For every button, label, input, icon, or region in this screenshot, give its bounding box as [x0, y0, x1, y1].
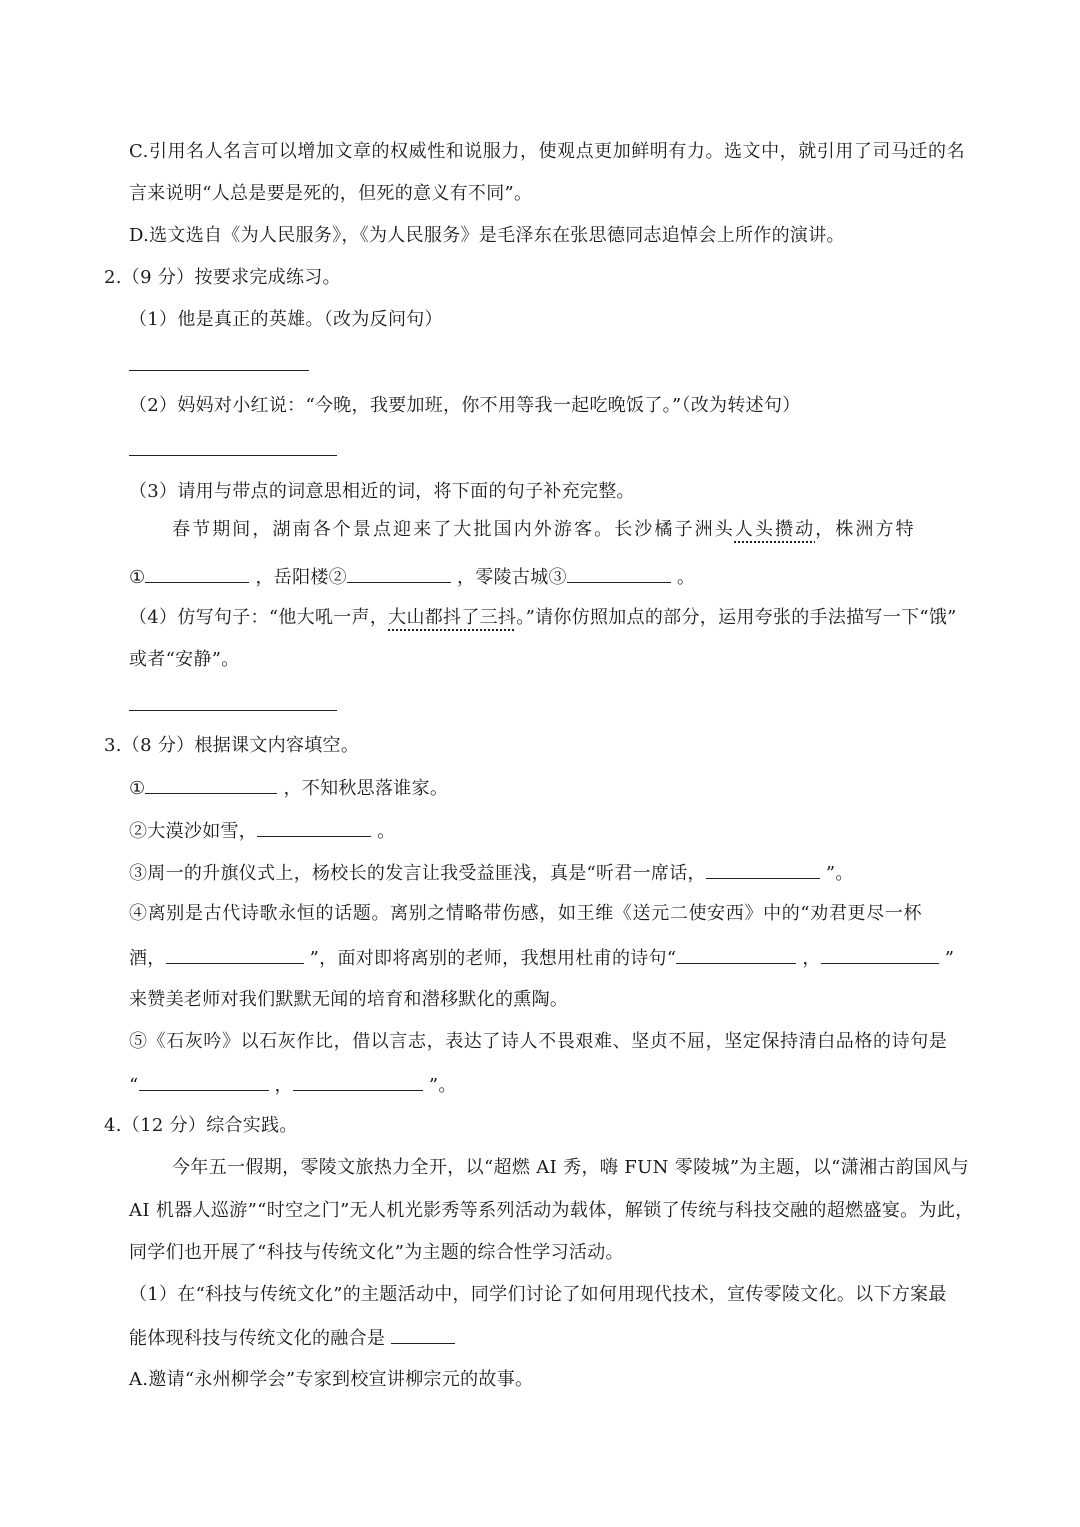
- item-text: 酒，: [129, 948, 166, 969]
- item-text: ，: [802, 948, 821, 969]
- question-2-part-4-line-1: [129, 606, 957, 630]
- question-3-item-5-line-1: ⑤《石灰吟》以石灰作比，借以言志，表达了诗人不畏艰难、坚贞不屈，坚定保持清白品格的诗句是: [129, 1031, 948, 1052]
- sentence-text: 。”请你仿照加点的部分，运用夸张的手法描写一下“饿”: [516, 607, 957, 628]
- question-3-item-3: [129, 860, 854, 886]
- question-3-item-1: [129, 775, 448, 801]
- option-c-line-2: 言来说明“人总是要是死的，但死的意义有不同”。: [129, 183, 533, 204]
- sentence-text: 春节期间，湖南各个景点迎来了大批国内外游客。长沙橘子洲头: [172, 519, 735, 540]
- answer-line-2-4[interactable]: [129, 710, 337, 711]
- option-c-line-1: C.引用名人名言可以增加文章的权威性和说服力，使观点更加鲜明有力。选文中，就引用了司马迁的名: [129, 141, 966, 162]
- question-4-paragraph-line-1: 今年五一假期，零陵文旅热力全开，以“超燃 AI 秀，嗨 FUN 零陵城”为主题，以“潇湘古韵国风与: [172, 1157, 970, 1178]
- blank-3-4a[interactable]: [166, 945, 304, 964]
- blank-3-4b[interactable]: [676, 945, 796, 964]
- question-4-option-a: A.邀请“永州柳学会”专家到校宣讲柳宗元的故事。: [129, 1369, 534, 1390]
- blank-3[interactable]: [567, 564, 671, 583]
- dotted-phrase: 人头攒动: [734, 519, 816, 540]
- item-text: 。: [377, 821, 396, 842]
- item-text: “: [129, 1075, 139, 1096]
- item-text: ，: [274, 1075, 293, 1096]
- blank-label: 。: [676, 567, 696, 588]
- question-3-item-4-line-3: 来赞美老师对我们默默无闻的培育和潜移默化的熏陶。: [129, 989, 569, 1010]
- question-2-part-4-line-2: 或者“安静”。: [129, 649, 240, 670]
- blank-3-2[interactable]: [257, 818, 371, 837]
- question-4-heading: 4.（12 分）综合实践。: [104, 1115, 298, 1136]
- question-2-part-1: （1）他是真正的英雄。（改为反问句）: [129, 309, 443, 330]
- item-label: ①: [129, 778, 146, 799]
- question-4-part-1-line-1: （1）在“科技与传统文化”的主题活动中，同学们讨论了如何用现代技术，宣传零陵文化。以下方案最: [129, 1284, 947, 1305]
- blank-4-1[interactable]: [391, 1325, 455, 1344]
- item-text: ②大漠沙如雪，: [129, 821, 258, 842]
- question-2-part-3-blanks: [129, 564, 695, 590]
- dotted-phrase: 大山都抖了三抖: [388, 607, 517, 628]
- blank-3-3[interactable]: [706, 860, 820, 879]
- blank-3-1[interactable]: [145, 775, 277, 794]
- item-text: ”: [944, 948, 955, 969]
- item-text: ③周一的升旗仪式上，杨校长的发言让我受益匪浅，真是“听君一席话，: [129, 863, 706, 884]
- question-2-part-3: （3）请用与带点的词意思相近的词，将下面的句子补充完整。: [129, 481, 635, 502]
- item-text: ，不知秋思落谁家。: [283, 778, 449, 799]
- blank-3-4c[interactable]: [821, 945, 939, 964]
- blank-3-5b[interactable]: [293, 1072, 423, 1091]
- blank-3-5a[interactable]: [139, 1072, 269, 1091]
- question-2-part-3-sentence: [172, 518, 916, 542]
- blank-label: ①: [129, 567, 146, 588]
- item-text: ”。: [825, 863, 854, 884]
- question-3-heading: 3.（8 分）根据课文内容填空。: [104, 735, 360, 756]
- question-3-item-4-line-2: [129, 945, 954, 971]
- item-text: ”，面对即将离别的老师，我想用杜甫的诗句“: [309, 948, 677, 969]
- blank-label: ，零陵古城③: [457, 567, 567, 588]
- question-4-paragraph-line-3: 同学们也开展了“科技与传统文化”为主题的综合性学习活动。: [129, 1242, 624, 1263]
- item-text: ”。: [428, 1075, 457, 1096]
- question-2-heading: 2.（9 分）按要求完成练习。: [104, 267, 341, 288]
- blank-1[interactable]: [145, 564, 249, 583]
- sentence-text: （4）仿写句子：“他大吼一声，: [129, 607, 389, 628]
- blank-2[interactable]: [347, 564, 451, 583]
- question-4-part-1-line-2: [129, 1325, 455, 1351]
- sentence-text: ，株洲方特: [815, 519, 916, 540]
- answer-line-2-2[interactable]: [129, 455, 337, 456]
- option-d-line: D.选文选自《为人民服务》，《为人民服务》是毛泽东在张思德同志追悼会上所作的演讲。: [129, 225, 845, 246]
- question-3-item-4-line-1: ④离别是古代诗歌永恒的话题。离别之情略带伤感，如王维《送元二使安西》中的“劝君更尽一杯: [129, 903, 923, 924]
- answer-line-2-1[interactable]: [129, 370, 309, 371]
- blank-label: ，岳阳楼②: [255, 567, 347, 588]
- item-text: 能体现科技与传统文化的融合是: [129, 1328, 386, 1349]
- question-2-part-2: （2）妈妈对小红说：“今晚，我要加班，你不用等我一起吃晚饭了。”（改为转述句）: [129, 395, 801, 416]
- question-3-item-5-line-2: [129, 1072, 457, 1098]
- question-3-item-2: [129, 818, 395, 844]
- question-4-paragraph-line-2: AI 机器人巡游”“时空之门”无人机光影秀等系列活动为载体，解锁了传统与科技交融的超燃盛宴。为此，: [129, 1200, 974, 1221]
